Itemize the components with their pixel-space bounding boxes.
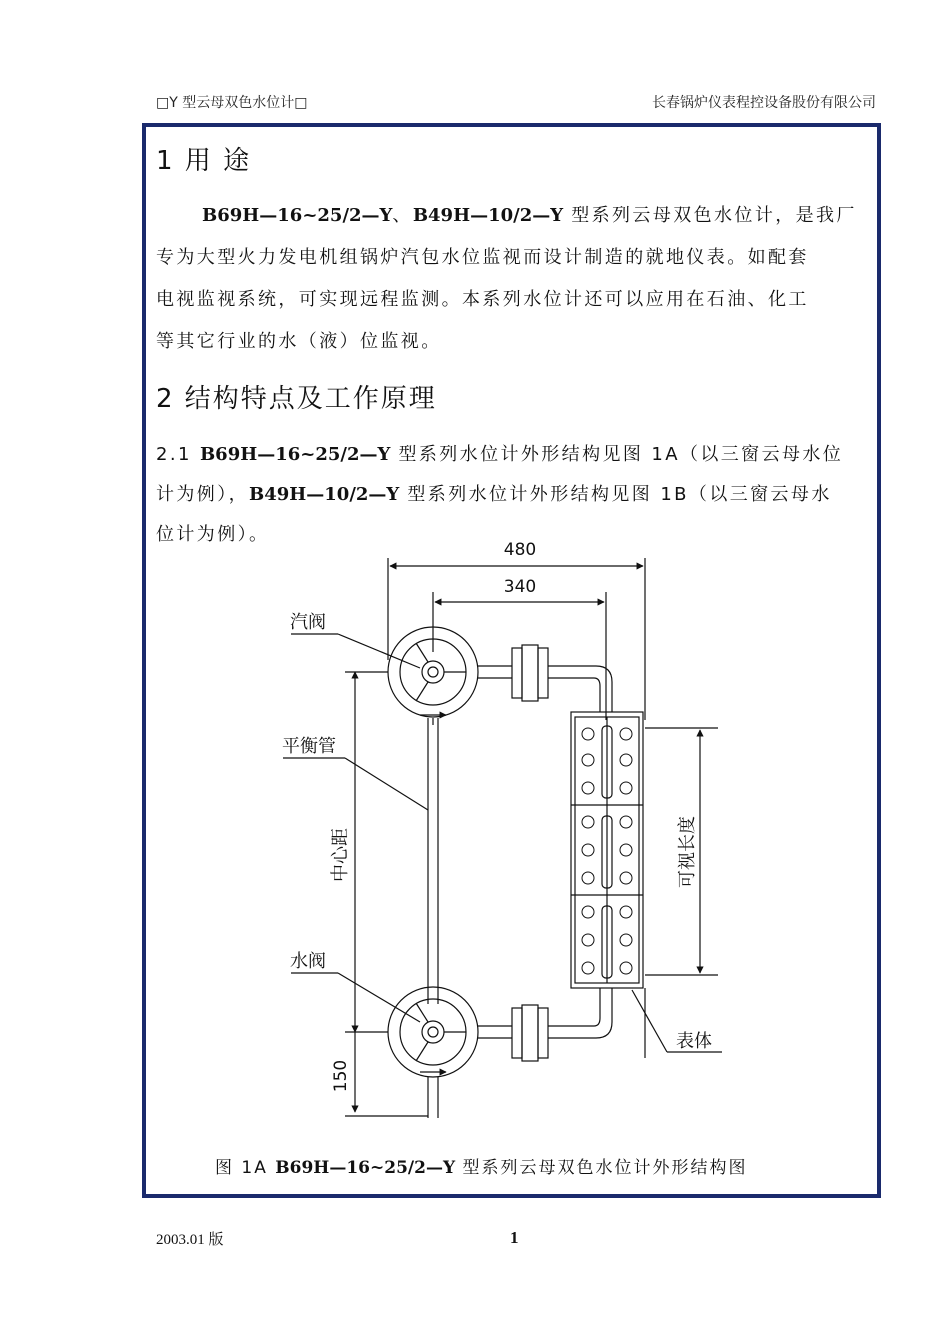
- para-1-line-4: 等其它行业的水（液）位监视。: [156, 331, 442, 352]
- para-2-line-2: 计为例），B49H—10/2—Y 型系列水位计外形结构见图 1B（以三窗云母水: [156, 484, 832, 505]
- dim-150-label: 150: [331, 1059, 351, 1093]
- para-1-line-1: B69H—16~25/2—Y、B49H—10/2—Y 型系列云母双色水位计，是我厂: [202, 205, 857, 226]
- steam-valve-label: 汽阀: [290, 612, 326, 633]
- page-number: 1: [510, 1228, 519, 1247]
- para-1-line-3: 电视监视系统，可实现远程监测。本系列水位计还可以应用在石油、化工: [156, 289, 809, 310]
- header-left: □Y 型云母双色水位计□: [156, 95, 308, 111]
- dim-480-label: 480: [503, 540, 537, 560]
- para-2-line-1: 2.1 B69H—16~25/2—Y 型系列水位计外形结构见图 1A（以三窗云母水位: [156, 444, 844, 465]
- center-distance-label: 中心距: [330, 828, 351, 882]
- para-1-line-2: 专为大型火力发电机组锅炉汽包水位监视而设计制造的就地仪表。如配套: [156, 247, 809, 268]
- header-right: 长春锅炉仪表程控设备股份有限公司: [652, 95, 876, 111]
- gauge-body-icon: [571, 712, 643, 988]
- water-valve-icon: [388, 987, 478, 1077]
- figure-caption: 图 1A B69H—16~25/2—Y 型系列云母双色水位计外形结构图: [215, 1158, 748, 1178]
- water-flange-icon: [512, 1005, 548, 1061]
- water-valve-label: 水阀: [290, 951, 326, 972]
- dim-340-label: 340: [503, 577, 537, 597]
- visible-length-label: 可视长度: [677, 816, 698, 888]
- section-2-title: 2 结构特点及工作原理: [156, 384, 437, 414]
- section-1-title: 1 用 途: [156, 146, 252, 176]
- balance-tube-label: 平衡管: [282, 736, 336, 757]
- model-a: B69H—16~25/2—Y: [202, 205, 393, 226]
- footer-edition: 2003.01 版: [156, 1232, 224, 1248]
- steam-flange-icon: [512, 645, 548, 701]
- model-b: B49H—10/2—Y: [412, 205, 564, 226]
- para-2-line-3: 位计为例）。: [156, 524, 270, 545]
- balance-tube-icon: [428, 718, 438, 1004]
- body-label: 表体: [676, 1031, 712, 1052]
